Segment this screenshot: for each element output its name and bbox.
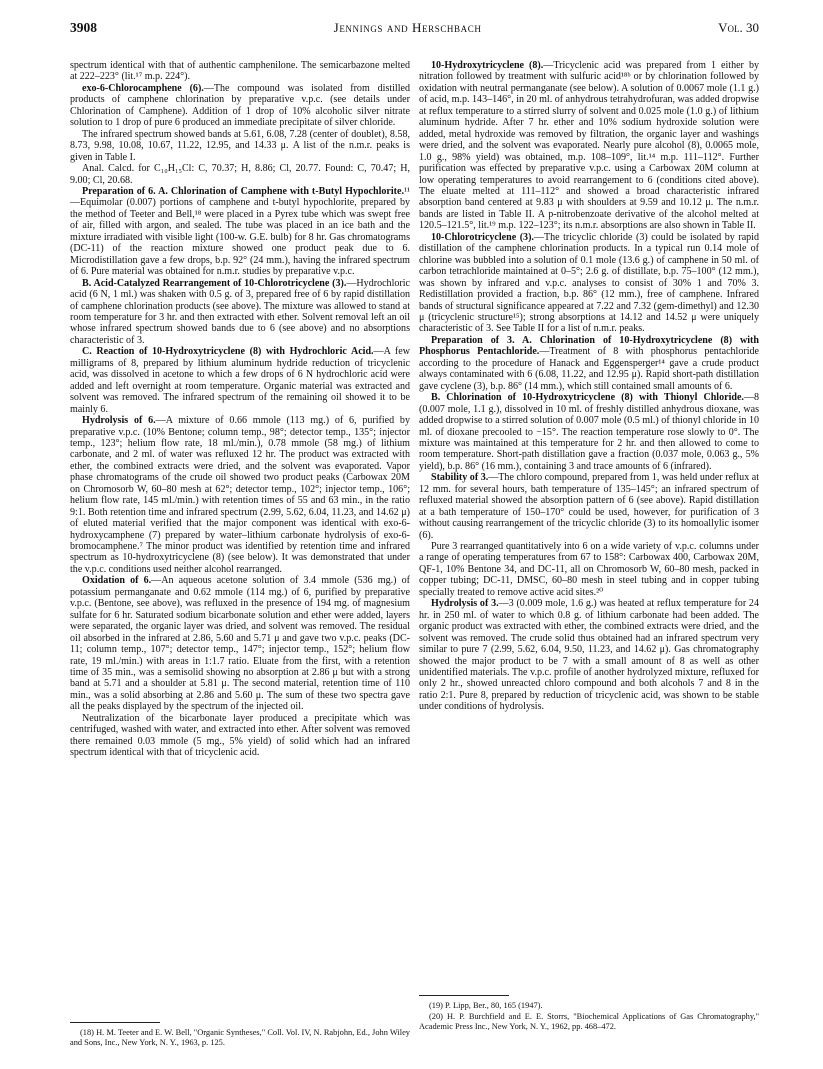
footnote: (18) H. M. Teeter and E. W. Bell, "Organic Syntheses," Coll. Vol. IV, N. Rabjohn, Ed., John Wiley and Sons, Inc., New York, N. Y., 1963, p. 125. xyxy=(70,1028,410,1047)
volume-label: Vol. 30 xyxy=(718,20,759,35)
paragraph: exo-6-Chlorocamphene (6).—The compound was isolated from distilled products of camphene chlorination by preparative v.p.c. (see details under Chlorination of Camphene). Addition of 1 drop of 10% alcoholic silver nitrate solution to 1 drop of pure 6 produced an immediate precipitate of silver chloride. xyxy=(70,82,410,129)
right-column xyxy=(419,60,759,713)
run-in-heading: 10-Hydroxytricyclene (8). xyxy=(431,60,544,71)
run-in-heading: B. Chlorination of 10-Hydroxytricyclene (8) with Thionyl Chloride. xyxy=(431,392,744,404)
run-in-heading: Preparation of 6. A. Chlorination of Camphene with t-Butyl Hypochlorite. xyxy=(82,185,404,197)
running-head xyxy=(70,20,759,38)
paragraph: Hydrolysis of 6.—A mixture of 0.66 mmole (113 mg.) of 6, purified by preparative v.p.c. (10% Bentone; column temp., 98°; detector temp., 135°; injector temp., 123°; helium flow rate, 18 ml./min.), 0.78 mmole (58 mg.) of lithium carbonate, and 2 ml. of water was refluxed 12 hr. The product was extracted with ether, the combined extracts were dried, and the solvent was evaporated. Vapor phase chromatograms of the crude oil showed two product peaks (Carbowax 20M on Chromosorb W, 60–80 mesh at 62°; detector temp., 102°; injector temp., 106°; helium flow rate, 145 ml./min.) with retention times of 55 and 63 min., in the ratio 9:1. Both retention time and infrared spectrum (2.99, 5.62, 6.04, 11.23, and 14.62 μ) of eluted material verified that the major component was identical with exo-6-hydroxycamphene (7) prepared by water–lithium carbonate hydrolysis of exo-6-bromocamphene.⁷ The minor product was identified by retention time and infrared spectrum as 10-hydroxytricyclene (8) (see below). It was demonstrated that under the v.p.c. conditions used neither alcohol rearranged. xyxy=(70,415,410,575)
run-in-heading: Hydrolysis of 6. xyxy=(82,415,156,427)
footnote: (19) P. Lipp, Ber., 80, 165 (1947). xyxy=(429,1001,543,1010)
run-in-heading: exo-6-Chlorocamphene (6). xyxy=(82,82,204,94)
paragraph: B. Chlorination of 10-Hydroxytricyclene (8) with Thionyl Chloride.—8 (0.007 mole, 1.1 g.), dissolved in 10 ml. of freshly distilled anhydrous dioxane, was added dropwise to a stirred solution of 0.007 mole (0.5 ml.) of thionyl chloride in 10 ml. of dioxane precooled to −15°. The reaction temperature rose slowly to 0°. The mixture was maintained at this temperature for 2 hr. and then allowed to come to room temperature. Short-path distillation gave a fraction (0.037 mole, 0.063 g., 5% yield), b.p. 86° (16 mm.), containing 3 and trace amounts of 6 (infrared). xyxy=(419,392,759,472)
paragraph: Preparation of 6. A. Chlorination of Camphene with t-Butyl Hypochlorite.¹¹—Equimolar (0.007) portions of camphene and t-butyl hypochlorite, prepared by the method of Teeter and Bell,¹⁸ were placed in a Pyrex tube which was swept free of air, filled with argon, and sealed. The tube was placed in an ice bath and the mixture irradiated with visible light (100-w. G.E. bulb) for 8 hr. Gas chromatograms (DC-11) of the reaction mixture showed one product peak due to 6. Microdistillation gave a few drops, b.p. 92° (24 mm.), having the infrared spectrum of 6. Pure material was obtained for n.m.r. studies by preparative v.p.c. xyxy=(70,185,410,278)
paragraph: 10-Chlorotricyclene (3).—The tricyclic chloride (3) could be isolated by rapid distillation of the camphene chlorination products. In a typical run 0.14 mole of chlorine was bubbled into a solution of 0.1 mole (13.6 g.) of camphene in 50 ml. of carbon tetrachloride maintained at 0–5°; 2.6 g. of distillate, b.p. 75–100° (12 mm.), was shown by infrared and v.p.c. analyses to consist of 30% 1 and 70% 3. Redistillation provided a fraction, b.p. 86° (12 mm.), free of camphene. Infrared bands of structural significance appeared at 7.22 and 7.32 (gem-dimethyl) and 12.30 μ (tricyclenic structure¹⁵); strong absorptions at 14.12 and 14.52 μ were uniquely characteristic of 3. See Table II for a list of n.m.r. peaks. xyxy=(419,231,759,335)
run-in-heading: Preparation of 3. A. Chlorination of 10-Hydroxytricyclene (8) with Phosphorus Pentachloride. xyxy=(419,334,759,358)
run-in-heading: Oxidation of 6. xyxy=(82,575,152,587)
paragraph: The infrared spectrum showed bands at 5.61, 6.08, 7.28 (center of doublet), 8.58, 8.73, 9.98, 10.08, 10.67, 11.22, 12.95, and 14.33 μ. A list of the n.m.r. peaks is given in Table I. xyxy=(70,128,410,163)
left-column xyxy=(70,60,410,759)
footnotes-left xyxy=(70,1022,410,1049)
page-number: 3908 xyxy=(70,20,97,35)
footnotes-right xyxy=(419,995,759,1033)
paragraph: Neutralization of the bicarbonate layer produced a precipitate which was centrifuged, washed with water, and extracted into ether. After solvent was removed there remained 0.03 mmole (5 mg., 5% yield) of solid which had an infrared spectrum identical with that of tricyclenic acid. xyxy=(70,712,410,759)
footnote-rule xyxy=(70,1022,160,1023)
run-in-heading: C. Reaction of 10-Hydroxytricyclene (8) with Hydrochloric Acid. xyxy=(82,346,374,358)
running-head-authors: Jennings and Herschbach xyxy=(333,20,482,35)
paragraph: Oxidation of 6.—An aqueous acetone solution of 3.4 mmole (536 mg.) of potassium permanganate and 0.62 mmole (114 mg.) of 6, purified by preparative v.p.c. (Bentone, see above), was refluxed in the presence of 194 mg. of magnesium sulfate for 6 hr. Saturated sodium bicarbonate solution and ether were added, layers were separated, the organic layer was dried, and solvent was removed. The residual oil absorbed in the infrared at 2.86, 5.60 and 5.71 μ and gave two v.p.c. peaks (DC-11; column temp., 107°; detector temp., 147°; injector temp., 152°; helium flow rate, 19 ml./min.) with areas in 1:1.7 ratio. Eluate from the first, with a retention time of 35 min., was a semisolid showing no absorption at 2.86 μ but with a strong band at 5.71 and a shoulder at 5.81 μ. The second material, retention time of 110 min., was a solid absorbing at 2.86 and 5.60 μ. The sum of these two spectra gave all the peaks displayed by the spectrum of the injected oil. xyxy=(70,575,411,713)
run-in-heading: 10-Chlorotricyclene (3). xyxy=(431,231,534,243)
paragraph: Anal. Calcd. for C₁₀H₁₅Cl: C, 70.37; H, 8.86; Cl, 20.77. Found: C, 70.47; H, 9.00; Cl, 20.68. xyxy=(70,163,410,186)
paragraph: Preparation of 3. A. Chlorination of 10-Hydroxytricyclene (8) with Phosphorus Pentachloride.—Treatment of 8 with phosphorus pentachloride according to the procedure of Hanack and Eggensperger¹⁴ gave a crude product always contaminated with 6 (6.08, 11.22, and 12.95 μ). Rapid short-path distillation gave cyclene (3), b.p. 86° (14 mm.), which still contained small amounts of 6. xyxy=(419,334,759,392)
run-in-heading: Hydrolysis of 3. xyxy=(431,598,499,610)
paragraph: 10-Hydroxytricyclene (8).—Tricyclenic acid was prepared from 1 either by nitration followed by treatment with sulfuric acid¹⁸ᵇ or by chlorination followed by oxidation with neutral permanganate (see below). A solution of 0.0067 mole (1.1 g.) of acid, m.p. 143–146°, in 20 ml. of anhydrous tetrahydrofuran, was added dropwise at reflux temperature to a stirred slurry of solvent and 0.025 mole (1.0 g.) of lithium aluminum hydride. After 7 hr. ether and 10% sodium hydroxide solution were added, metal hydroxide was removed by filtration, the organic layer and washings were dried, and the solvent was evaporated. Nearly pure alcohol (8), 0.0065 mole, 1.0 g., 98% yield) was obtained, m.p. 108–109°, lit.¹⁴ m.p. 111–112°. Further purification was effected by preparative v.p.c. using a Carbowax 20M column at low operating temperatures to avoid rearrangement to 6 (conditions cited above). The eluate melted at 111–112° and showed a broad characteristic infrared absorption band centered at 9.83 μ with shoulders at 9.59 and 10.12 μ. The n.m.r. bands are listed in Table II. A p-nitrobenzoate derivative of the alcohol melted at 120.5–121.5°, lit.¹⁹ m.p. 122–123°; its n.m.r. absorptions are also shown in Table II. xyxy=(419,60,759,232)
run-in-heading: B. Acid-Catalyzed Rearrangement of 10-Chlorotricyclene (3). xyxy=(82,277,347,289)
paragraph: C. Reaction of 10-Hydroxytricyclene (8) with Hydrochloric Acid.—A few milligrams of 8, prepared by lithium aluminum hydride reduction of tricyclenic acid, was dissolved in acetone to which a few drops of 6 N hydrochloric acid were added and left overnight at room temperature. Organic material was extracted and solvent was removed. The infrared spectrum of the remaining oil showed it to be mainly 6. xyxy=(70,346,410,415)
paragraph: Pure 3 rearranged quantitatively into 6 on a wide variety of v.p.c. columns under a range of operating temperatures from 67 to 158°: Carbowax 400, Carbowax 20M, QF-1, 10% Bentone 34, and DC-11, all on Chromosorb W, 60–80 mesh, packed in copper tubing; DC-11, DMSC, 60–80 mesh in steel tubing and in copper tubing specially treated to remove active acid sites.²⁰ xyxy=(419,541,759,598)
paragraph: spectrum identical with that of authentic camphenilone. The semicarbazone melted at 222–223° (lit.¹⁷ m.p. 224°). xyxy=(70,60,410,83)
paragraph: B. Acid-Catalyzed Rearrangement of 10-Chlorotricyclene (3).—Hydrochloric acid (6 N, 1 ml.) was shaken with 0.5 g. of 3, prepared free of 6 by rapid distillation of camphene chlorination products (see above). The mixture was allowed to stand at room temperature for 3 hr. and then extracted with ether. Solvent removal left an oil whose infrared spectrum showed bands due to 6 (see above) and no absorptions characteristic of 3. xyxy=(70,277,410,346)
footnote: (20) H. P. Burchfield and E. E. Storrs, "Biochemical Applications of Gas Chromatography," Academic Press Inc., New York, N. Y., 1962, pp. 468–472. xyxy=(419,1012,759,1031)
run-in-heading: Stability of 3. xyxy=(431,472,489,484)
paragraph: Hydrolysis of 3.—3 (0.009 mole, 1.6 g.) was heated at reflux temperature for 24 hr. in 250 ml. of water to which 0.8 g. of lithium carbonate had been added. The organic product was extracted with ether, the combined extracts were dried, and the solvent was removed. The crude solid thus obtained had an infrared spectrum very similar to pure 7 (2.99, 5.62, 6.04, 9.50, 11.23, and 14.62 μ). Gas chromatography showed the major product to be 7 with a small amount of 8 as well as other unidentified materials. The v.p.c. profile of another hydrolyzed mixture, refluxed for only 2 hr., showed unreacted chloro compound and both alcohols 7 and 8 in the ratio 2:1. Pure 8, prepared by reduction of tricyclenic acid, was shown to be stable under conditions of hydrolysis. xyxy=(419,598,759,713)
footnote-rule xyxy=(419,995,509,996)
paragraph: Stability of 3.—The chloro compound, prepared from 1, was held under reflux at 12 mm. for several hours, bath temperature of 135–145°; an infrared spectrum of refluxed material showed the absorption pattern of 6 (see above). Rapid distillation at a bath temperature of 150–170° could be used, however, for purification of 3 without causing rearrangement of the tricyclic chloride (3) to its homoallylic isomer (6). xyxy=(419,472,759,541)
